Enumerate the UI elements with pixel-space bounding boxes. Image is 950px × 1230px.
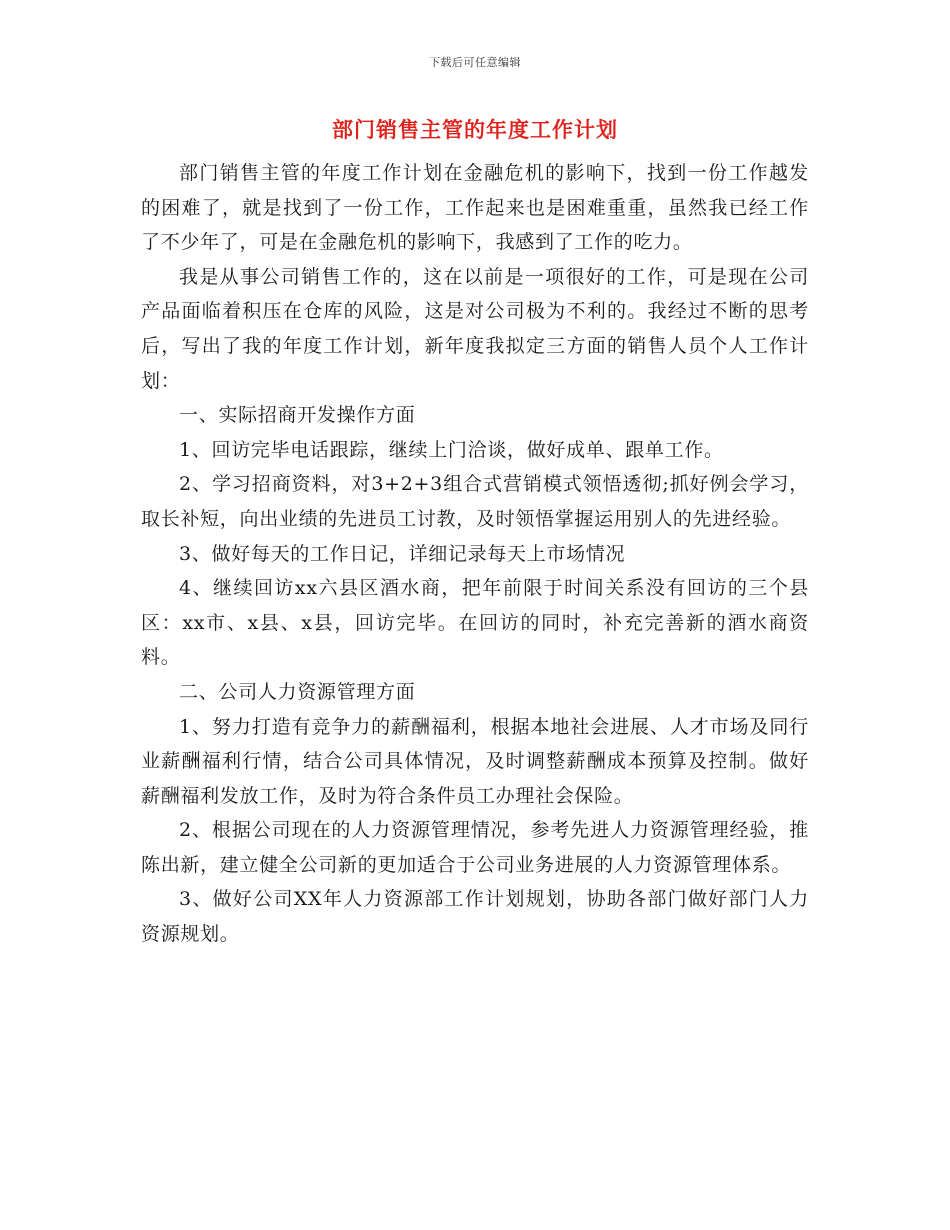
list-item: 1、回访完毕电话跟踪，继续上门洽谈，做好成单、跟单工作。 [179,438,724,461]
list-item: 2、根据公司现在的人力资源管理情况，参考先进人力资源管理经验，推陈出新，建立健全公司新的更加适合于公司业务进展的人力资源管理体系。 [141,819,809,876]
list-item: 4、继续回访xx六县区酒水商，把年前限于时间关系没有回访的三个县区：xx市、x县、x县，回访完毕。在回访的同时，补充完善新的酒水商资料。 [141,577,809,669]
document-title: 部门销售主管的年度工作计划 [332,117,618,142]
section-heading-1: 一、实际招商开发操作方面 [179,404,416,427]
list-item: 1、努力打造有竞争力的薪酬福利，根据本地社会进展、人才市场及同行业薪酬福利行情，结合公司具体情况，及时调整薪酬成本预算及控制。做好薪酬福利发放工作，及时为符合条件员工办理社会保险。 [141,715,809,807]
list-item: 3、做好每天的工作日记，详细记录每天上市场情况 [179,542,626,565]
section-heading-2: 二、公司人力资源管理方面 [179,680,416,703]
paragraph-background: 我是从事公司销售工作的，这在以前是一项很好的工作，可是现在公司产品面临着积压在仓库的风险，这是对公司极为不利的。我经过不断的思考后，写出了我的年度工作计划，新年度我拟定三方面的销售人员个人工作计划： [141,265,809,392]
list-item: 2、学习招商资料，对3+2+3组合式营销模式领悟透彻;抓好例会学习，取长补短，向出业绩的先进员工讨教，及时领悟掌握运用别人的先进经验。 [141,473,809,530]
header-note: 下载后可任意编辑 [429,56,521,69]
list-item: 3、做好公司XX年人力资源部工作计划规划，协助各部门做好部门人力资源规划。 [141,888,809,946]
paragraph-intro: 部门销售主管的年度工作计划在金融危机的影响下，找到一份工作越发的困难了，就是找到了一份工作，工作起来也是困难重重，虽然我已经工作了不少年了，可是在金融危机的影响下，我感到了工作的吃力。 [141,162,809,254]
document-body [141,156,809,952]
